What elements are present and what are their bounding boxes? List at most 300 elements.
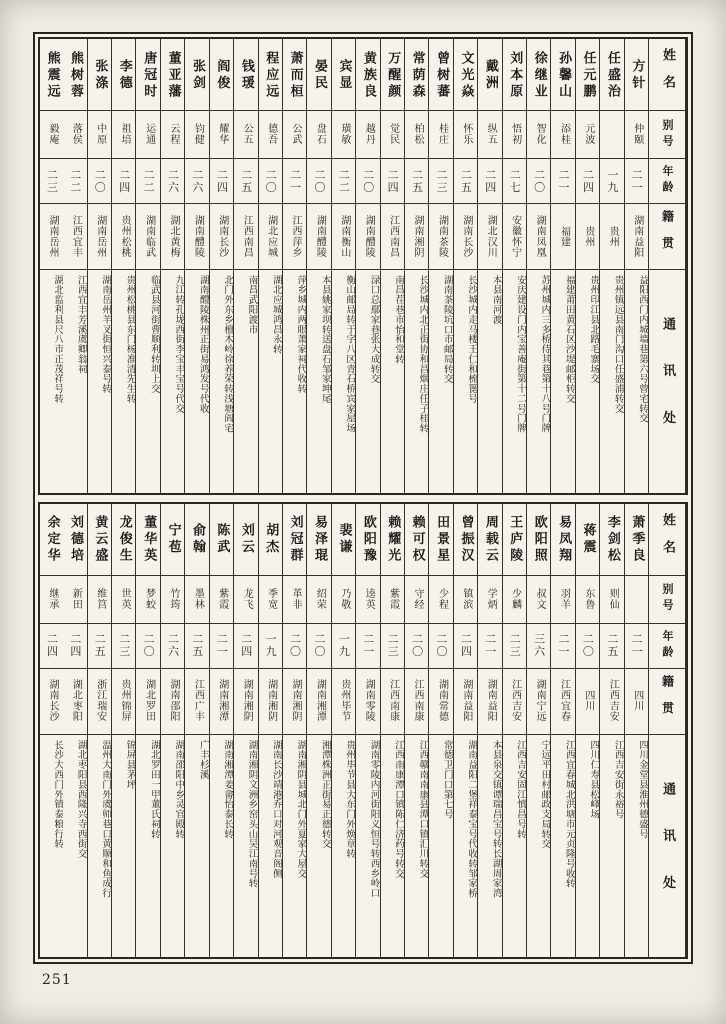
person-address: 贵州松桃县东门杨准清先生转 (124, 275, 136, 404)
person-column (161, 504, 185, 958)
person-age: 二三 (503, 624, 526, 669)
person-native: 湖北应城 (259, 204, 282, 270)
person-native: 江西南康 (381, 669, 404, 735)
person-age: 二〇 (356, 159, 379, 204)
person-name: 萧而桓 (283, 39, 306, 111)
person-age: 二一 (478, 624, 501, 669)
person-name: 宁苞 (161, 504, 184, 576)
person-name: 欧阳豫 (356, 504, 379, 576)
person-address: 江西宜春城北洪塘市元贞隆号收转 (563, 739, 575, 888)
person-alias: 柏松 (405, 111, 428, 159)
person-native: 湖南临武 (136, 204, 159, 270)
person-address: 九江转孔垅西街李宝丰宝号代交 (173, 275, 185, 414)
person-column (381, 504, 405, 958)
person-alias: 悟初 (503, 111, 526, 159)
person-alias: 维筥 (88, 576, 111, 624)
person-alias: 绍荣 (307, 576, 330, 624)
person-native: 湖南茶陵 (429, 204, 452, 270)
person-native: 贵州 (600, 204, 623, 270)
person-alias: 叔文 (527, 576, 550, 624)
person-address: 贵州镇远县南门沟口任盛浦转交 (612, 275, 624, 414)
person-name: 赖耀光 (381, 504, 404, 576)
person-name: 欧阳照 (527, 504, 550, 576)
person-column (551, 504, 575, 958)
person-name: 刘冠群 (283, 504, 306, 576)
person-name: 张剑 (185, 39, 208, 111)
person-column (307, 504, 331, 958)
person-age: 二一 (625, 159, 648, 204)
person-native: 湖南醴陵 (185, 204, 208, 270)
person-name: 曾树蕃 (429, 39, 452, 111)
person-age: 二四 (112, 159, 135, 204)
person-address: 江西赣南南康县潭口镇汇川转交 (417, 739, 429, 878)
person-age: 二五 (234, 159, 257, 204)
person-alias: 仲颐 (625, 111, 648, 159)
person-age: 二六 (185, 159, 208, 204)
person-native: 湖南益阳 (478, 669, 501, 735)
person-address: 长沙城内走马楼王仁和梳篦号 (466, 275, 478, 404)
person-alias: 云程 (161, 111, 184, 159)
person-age: 二四 (210, 159, 233, 204)
person-native: 贵州松桃 (112, 204, 135, 270)
person-alias: 运通 (136, 111, 159, 159)
person-native: 安徽怀宁 (503, 204, 526, 270)
person-column (234, 504, 258, 958)
header-alias-label: 别号 (649, 576, 685, 624)
person-alias: 少麟 (503, 576, 526, 624)
person-column (600, 39, 624, 493)
person-column (454, 504, 478, 958)
person-alias: 璜敏 (332, 111, 355, 159)
header-name-label: 姓名 (649, 504, 685, 576)
person-name: 余定华 (40, 504, 63, 576)
person-age: 二〇 (259, 159, 282, 204)
person-column (136, 39, 160, 493)
person-name: 戴洲 (478, 39, 501, 111)
person-native: 湖南长沙 (210, 204, 233, 270)
person-age: 二四 (454, 624, 477, 669)
person-age: 二一 (356, 624, 379, 669)
person-address: 本县南河渡 (490, 275, 502, 325)
person-native: 湖北枣阳 (63, 669, 86, 735)
header-address-label: 通讯处 (660, 781, 676, 922)
person-name: 张涤 (88, 39, 111, 111)
person-native: 江西广丰 (185, 669, 208, 735)
person-address: 安庆建设门内宝善庵街第十二号门牌 (514, 275, 526, 434)
person-name: 龙俊生 (112, 504, 135, 576)
header-age-label: 年龄 (649, 159, 685, 204)
person-column (283, 39, 307, 493)
person-column (88, 504, 112, 958)
person-native: 湖南醴陵 (356, 204, 379, 270)
person-address: 湖南邵阳中乡灵官殿转 (173, 739, 185, 839)
person-age: 二二 (332, 159, 355, 204)
person-native: 江西南昌 (234, 204, 257, 270)
person-name: 任盛治 (600, 39, 623, 111)
header-column (649, 504, 686, 958)
person-alias: 墨林 (185, 576, 208, 624)
page-frame (33, 32, 693, 964)
person-column (185, 504, 209, 958)
person-age: 二四 (40, 624, 63, 669)
person-alias (600, 111, 623, 159)
person-age: 一九 (600, 159, 623, 204)
header-address-label: 通讯处 (660, 317, 676, 458)
person-native: 湖北罗田 (136, 669, 159, 735)
person-address: 湖北应城鸿昌永转 (270, 275, 282, 355)
person-name: 万醒颜 (381, 39, 404, 111)
person-native: 四川 (576, 669, 599, 735)
person-native: 湖南湘阴 (259, 669, 282, 735)
person-native: 湖南益阳 (625, 204, 648, 270)
person-native: 湖北黄梅 (161, 204, 184, 270)
person-column (259, 39, 283, 493)
person-name: 熊树蓉 (63, 39, 86, 111)
person-column (429, 504, 453, 958)
person-alias: 公五 (234, 111, 257, 159)
person-column (332, 504, 356, 958)
person-address: 湖南岳州羊叉街恒兴泰号转 (100, 275, 112, 394)
person-native: 湖南长沙 (40, 669, 63, 735)
person-age: 二〇 (405, 624, 428, 669)
person-address: 湖南长沙靖港乔口对河观音阁侧 (270, 739, 282, 878)
person-alias: 镇滨 (454, 576, 477, 624)
person-age: 二一 (283, 159, 306, 204)
person-native: 湖北汉川 (478, 204, 501, 270)
person-address: 四川金堂县淮州德盛号 (637, 739, 648, 839)
person-native: 江西吉安 (600, 669, 623, 735)
person-name: 蒋震 (576, 504, 599, 576)
person-alias: 继承 (40, 576, 63, 624)
person-address: 常德卫门口第七号 (441, 739, 453, 819)
person-name: 黄族良 (356, 39, 379, 111)
person-alias: 耀华 (210, 111, 233, 159)
registry-table-top (38, 37, 688, 495)
person-column (234, 39, 258, 493)
person-alias: 桂庄 (429, 111, 452, 159)
person-alias: 世英 (112, 576, 135, 624)
person-alias: 龙飞 (234, 576, 257, 624)
person-native: 湖南湘阴 (283, 669, 306, 735)
person-native: 湖南醴陵 (307, 204, 330, 270)
person-age: 二六 (161, 159, 184, 204)
person-alias: 中原 (88, 111, 111, 159)
person-column (40, 39, 63, 493)
person-address: 长沙城内北正街协和昌烟庄任子桂转 (417, 275, 429, 434)
person-native: 江西宜丰 (63, 204, 86, 270)
person-address: 苏州城内三多桥侍其巷第十八号门牌 (539, 275, 551, 434)
person-age: 二一 (210, 624, 233, 669)
person-address: 湖南湘潭姜畲怡泰长转 (222, 739, 234, 839)
person-address: 湖北枣阳县西隆兴寺西街交 (75, 739, 87, 859)
person-alias: 钧健 (185, 111, 208, 159)
person-address: 衡山邮局转于字八区青石桥宾家屋场 (344, 275, 356, 434)
person-age: 一九 (332, 624, 355, 669)
person-column (527, 504, 551, 958)
person-age: 二四 (576, 159, 599, 204)
person-column (527, 39, 551, 493)
person-native: 湖南湘潭 (307, 669, 330, 735)
person-alias: 羽羊 (551, 576, 574, 624)
person-address: 湖北监利县尺八市正茂祥号转 (52, 275, 64, 404)
person-name: 黄云盛 (88, 504, 111, 576)
person-column (136, 504, 160, 958)
person-column (112, 39, 136, 493)
person-age: 二二 (63, 159, 86, 204)
header-alias-label: 别号 (649, 111, 685, 159)
person-name: 孙馨山 (551, 39, 574, 111)
person-alias: 学炳 (478, 576, 501, 624)
person-age: 二〇 (429, 624, 452, 669)
person-name: 周载云 (478, 504, 501, 576)
person-address: 江西宜丰芳溪虞卿翁祠 (75, 275, 87, 374)
person-age: 二三 (112, 624, 135, 669)
person-native: 江西南康 (405, 669, 428, 735)
person-age: 二二 (136, 159, 159, 204)
person-alias: 东鲁 (576, 576, 599, 624)
header-column (649, 39, 686, 493)
person-column (576, 504, 600, 958)
person-alias: 新田 (63, 576, 86, 624)
person-address: 益阳西门内城墙巷第六号曾宅转交 (637, 275, 648, 424)
person-address: 温州大南门外虞师巷口黄顺和鱼成行 (100, 739, 112, 898)
person-age: 二三 (381, 624, 404, 669)
person-native: 湖南宁远 (527, 669, 550, 735)
person-alias: 季宽 (259, 576, 282, 624)
person-alias: 守经 (405, 576, 428, 624)
person-column (283, 504, 307, 958)
person-age: 二五 (454, 159, 477, 204)
person-native: 湖南邵阳 (161, 669, 184, 735)
person-name: 陈武 (210, 504, 233, 576)
person-age: 二四 (63, 624, 86, 669)
person-column (503, 39, 527, 493)
person-native: 江西萍乡 (283, 204, 306, 270)
person-name: 钱瑗 (234, 39, 257, 111)
person-name: 俞翰 (185, 504, 208, 576)
person-native: 福建 (551, 204, 574, 270)
person-native: 四川 (625, 669, 648, 735)
person-native: 湖南岳州 (88, 204, 111, 270)
person-alias: 德吾 (259, 111, 282, 159)
person-alias: 逵英 (356, 576, 379, 624)
person-age: 二三 (40, 159, 63, 204)
person-alias: 祖培 (112, 111, 135, 159)
person-native: 湖南零陵 (356, 669, 379, 735)
person-alias: 紫霞 (381, 576, 404, 624)
person-address: 贵州毕节县大东门外焕章转 (344, 739, 356, 859)
person-name: 李剑松 (600, 504, 623, 576)
person-alias: 公武 (283, 111, 306, 159)
person-column (88, 39, 112, 493)
person-column (381, 39, 405, 493)
person-address: 临武县河街曹顺利转圳上交 (148, 275, 160, 394)
person-age: 二〇 (527, 159, 550, 204)
person-address: 四川仁寿县松峰场 (588, 739, 600, 819)
person-native: 湖南长沙 (454, 204, 477, 270)
person-alias: 智化 (527, 111, 550, 159)
person-age: 一九 (259, 624, 282, 669)
header-age-label: 年龄 (649, 624, 685, 669)
person-native: 湖南岳州 (40, 204, 63, 270)
person-address: 湖南零陵内河街阳义恒号转西乡岭口 (368, 739, 380, 898)
person-name: 裴谦 (332, 504, 355, 576)
person-name: 易泽琨 (307, 504, 330, 576)
person-name: 董亚藩 (161, 39, 184, 111)
person-name: 曾振汉 (454, 504, 477, 576)
header-native-label: 籍贯 (649, 204, 685, 270)
person-name: 王庐陵 (503, 504, 526, 576)
person-alias: 紫霞 (210, 576, 233, 624)
person-native: 湖南益阳 (454, 669, 477, 735)
person-address: 湖南醴陵株州正街易鸿发号代收 (197, 275, 209, 414)
person-address: 江西吉安街永裕号 (612, 739, 624, 819)
person-name: 宾显 (332, 39, 355, 111)
person-name: 文光焱 (454, 39, 477, 111)
person-age: 二四 (478, 159, 501, 204)
person-name: 唐冠时 (136, 39, 159, 111)
person-address: 湖南益阳二堡祥泰宝号代收转邹家桥 (466, 739, 478, 898)
person-name: 熊震远 (40, 39, 63, 111)
person-alias: 则仙 (600, 576, 623, 624)
person-address: 锦屏县茅坪 (124, 739, 136, 789)
person-column (307, 39, 331, 493)
person-alias: 少程 (429, 576, 452, 624)
person-column (161, 39, 185, 493)
page-number: 251 (42, 972, 72, 988)
person-alias: 梦蛟 (136, 576, 159, 624)
person-native: 湖南常德 (429, 669, 452, 735)
person-alias (625, 576, 648, 624)
person-address: 南昌茬巷市怡和堂转 (392, 275, 404, 364)
person-name: 方针 (625, 39, 648, 111)
person-address: 江西吉安固江慎昌号转 (514, 739, 526, 839)
person-address: 渌口总鄢家巷张大成转交 (368, 275, 380, 384)
person-column (63, 504, 87, 958)
person-name: 胡杰 (259, 504, 282, 576)
person-native: 江西南昌 (381, 204, 404, 270)
person-name: 晏民 (307, 39, 330, 111)
person-address: 宁远平田村邮政支局转交 (539, 739, 551, 849)
person-column (405, 39, 429, 493)
person-native: 浙江瑞安 (88, 669, 111, 735)
person-alias: 添桂 (551, 111, 574, 159)
person-age: 二〇 (283, 624, 306, 669)
person-native: 湖南湘阴 (234, 669, 257, 735)
person-name: 程应远 (259, 39, 282, 111)
person-name: 萧季良 (625, 504, 648, 576)
person-column (356, 504, 380, 958)
person-age: 二四 (234, 624, 257, 669)
person-column (625, 504, 649, 958)
person-address: 湖南湘阴县城北门外夏家大屋交 (295, 739, 307, 878)
person-name: 易凤翔 (551, 504, 574, 576)
person-column (405, 504, 429, 958)
person-address: 福建莆田黄石区沙堤邮柜转交 (563, 275, 575, 404)
person-alias: 元波 (576, 111, 599, 159)
person-column (625, 39, 649, 493)
person-alias: 落侯 (63, 111, 86, 159)
person-native: 贵州毕节 (332, 669, 355, 735)
person-address: 本县泉交镇谭瑞昌宝号转长湖周家湾 (490, 739, 502, 898)
registry-table-bottom (38, 502, 688, 960)
person-alias: 竹筠 (161, 576, 184, 624)
person-column (576, 39, 600, 493)
person-address: 南昌武阳渡市 (246, 275, 258, 335)
person-column (503, 504, 527, 958)
person-age: 二〇 (136, 624, 159, 669)
person-name: 刘德培 (63, 504, 86, 576)
person-name: 李德 (112, 39, 135, 111)
person-column (551, 39, 575, 493)
person-column (600, 504, 624, 958)
person-age: 二〇 (307, 624, 330, 669)
person-alias: 越丹 (356, 111, 379, 159)
person-alias: 毅庵 (40, 111, 63, 159)
person-column (478, 39, 502, 493)
person-column (332, 39, 356, 493)
person-age: 二〇 (307, 159, 330, 204)
person-age: 二一 (625, 624, 648, 669)
person-name: 阎俊 (210, 39, 233, 111)
person-address: 长沙大西门外镇泰粮行转 (52, 739, 64, 849)
person-address: 湖南茶陵坑口市邮局转交 (441, 275, 453, 384)
person-address: 江西南康潭口镇陈仁济药号转交 (392, 739, 404, 878)
person-address: 萍乡城内两眼萧家祠代收转 (295, 275, 307, 394)
person-name: 田景星 (429, 504, 452, 576)
person-age: 三六 (527, 624, 550, 669)
person-column (63, 39, 87, 493)
person-column (478, 504, 502, 958)
person-column (429, 39, 453, 493)
person-column (185, 39, 209, 493)
person-column (112, 504, 136, 958)
person-age: 二一 (551, 624, 574, 669)
person-native: 湖南湘阴 (405, 204, 428, 270)
person-native: 贵州锦屏 (112, 669, 135, 735)
person-age: 二一 (551, 159, 574, 204)
person-name: 董华英 (136, 504, 159, 576)
person-name: 任元鹏 (576, 39, 599, 111)
person-native: 湖南湘潭 (210, 669, 233, 735)
person-address: 北门外东乡檀木岭徐养荣转浅塘阎宅 (222, 275, 234, 434)
person-alias: 怀乐 (454, 111, 477, 159)
person-address: 湖北罗田一甲董氏祠转 (148, 739, 160, 839)
person-name: 赖可权 (405, 504, 428, 576)
person-name: 徐继业 (527, 39, 550, 111)
person-age: 二四 (381, 159, 404, 204)
person-native: 贵州 (576, 204, 599, 270)
person-column (356, 39, 380, 493)
person-column (210, 39, 234, 493)
person-column (40, 504, 63, 958)
person-age: 二五 (88, 624, 111, 669)
person-address: 湘潭株洲正街易正德转交 (319, 739, 331, 849)
person-alias: 革非 (283, 576, 306, 624)
person-age: 二五 (600, 624, 623, 669)
person-native: 江西吉安 (503, 669, 526, 735)
person-column (210, 504, 234, 958)
person-name: 常荫森 (405, 39, 428, 111)
person-age: 二三 (429, 159, 452, 204)
person-address: 湖南湘阴文洲乡窑头山吴江南号转 (246, 739, 258, 888)
person-alias: 纵五 (478, 111, 501, 159)
header-name-label: 姓名 (649, 39, 685, 111)
person-native: 湖南凤凰 (527, 204, 550, 270)
person-age: 二五 (185, 624, 208, 669)
person-address: 本县姚家坝转送盘石邹家坤尾 (319, 275, 331, 404)
person-age: 二六 (161, 624, 184, 669)
